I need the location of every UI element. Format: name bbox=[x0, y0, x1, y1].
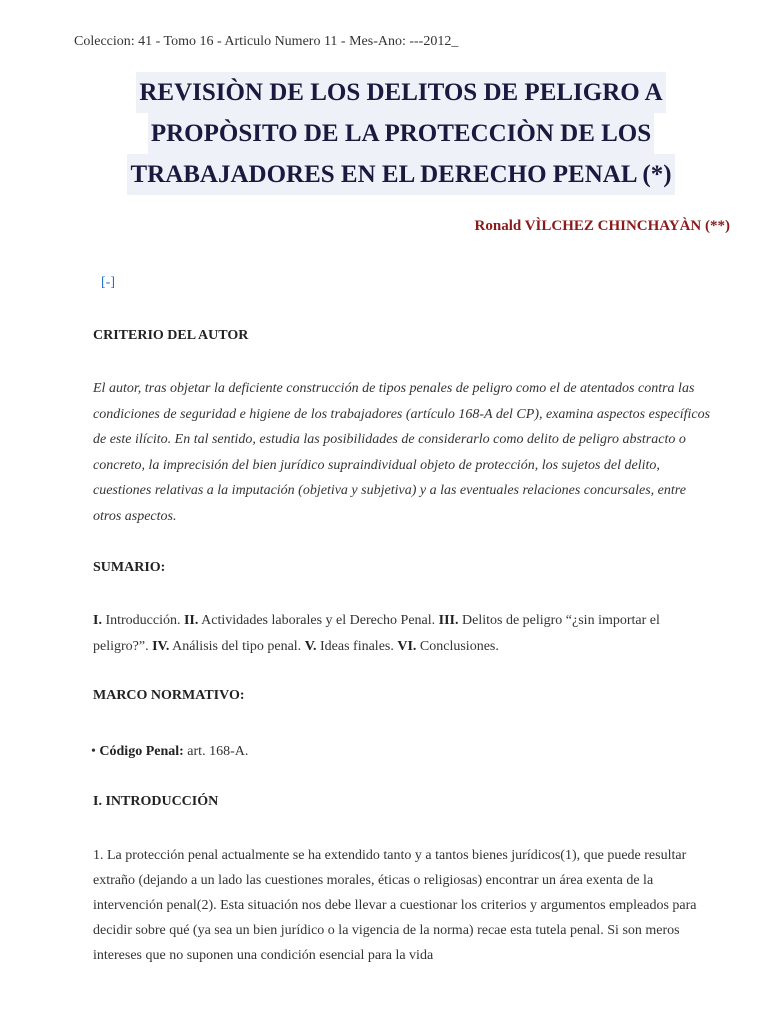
sumario-text bbox=[93, 608, 713, 659]
marco-heading: MARCO NORMATIVO: bbox=[93, 688, 245, 703]
title-line-1: REVISIÒN DE LOS DELITOS DE PELIGRO A bbox=[136, 72, 665, 113]
sumario-num-6: VI. bbox=[397, 638, 417, 654]
title-line-2: PROPÒSITO DE LA PROTECCIÒN DE LOS bbox=[148, 113, 654, 154]
sumario-num-4: IV. bbox=[152, 638, 170, 654]
sumario-item-2: Actividades laborales y el Derecho Penal. bbox=[198, 613, 439, 628]
author-name: Ronald VÌLCHEZ CHINCHAYÀN (**) bbox=[474, 218, 730, 234]
article-title bbox=[60, 72, 742, 195]
sumario-num-2: II. bbox=[183, 613, 199, 628]
marco-item-text: art. 168-A. bbox=[183, 744, 249, 759]
intro-heading: I. INTRODUCCIÓN bbox=[93, 794, 219, 809]
sumario-num-1: I. bbox=[93, 613, 102, 628]
bullet-icon: • bbox=[91, 744, 96, 759]
intro-text: 1. La protección penal actualmente se ha extendido tanto y a tantos bienes jurídicos(1), que puede resultar extraño (dejando a un lado las cuestiones morales, éticas o religiosas) encontrar un área exenta de la intervención penal(2). Esta situación nos debe llevar a cuestionar los criterios y argumentos empleados para decidir sobre qué (ya sea un bien jurídico o la vigencia de la norma) recae esta tutela penal. Si son meros intereses que no suponen una condición esencial para la vida bbox=[93, 848, 697, 963]
title-line-3: TRABAJADORES EN EL DERECHO PENAL (*) bbox=[127, 154, 674, 195]
sumario-item-4: Análisis del tipo penal. bbox=[169, 638, 305, 654]
collection-header: Coleccion: 41 - Tomo 16 - Articulo Numero 11 - Mes-Ano: ---2012_ bbox=[74, 34, 459, 49]
collapse-toggle-link[interactable]: [-] bbox=[101, 275, 115, 290]
sumario-num-5: V. bbox=[304, 638, 317, 654]
sumario-num-3: III. bbox=[438, 613, 459, 628]
sumario-item-1: Introducción. bbox=[101, 613, 184, 628]
sumario-item-3: Delitos de peligro “¿sin importar el peligro?”. bbox=[93, 613, 660, 654]
sumario-heading: SUMARIO: bbox=[93, 560, 166, 575]
sumario-item-6: Conclusiones. bbox=[416, 638, 499, 654]
criterio-heading: CRITERIO DEL AUTOR bbox=[93, 328, 249, 343]
criterio-text: El autor, tras objetar la deficiente construcción de tipos penales de peligro como el de atentados contra las condiciones de seguridad e higiene de los trabajadores (artículo 168-A del CP), examina aspectos específicos de este ilícito. En tal sentido, estudia las posibilidades de considerarlo como delito de peligro abstracto o concreto, la imprecisión del bien jurídico supraindividual objeto de protección, los sujetos del delito, cuestiones relativas a la imputación (objetiva y subjetiva) y a las eventuales relaciones concursales, entre otros aspectos. bbox=[93, 381, 711, 524]
sumario-item-5: Ideas finales. bbox=[316, 638, 398, 654]
marco-item bbox=[91, 739, 711, 765]
marco-item-label: Código Penal: bbox=[99, 744, 184, 759]
